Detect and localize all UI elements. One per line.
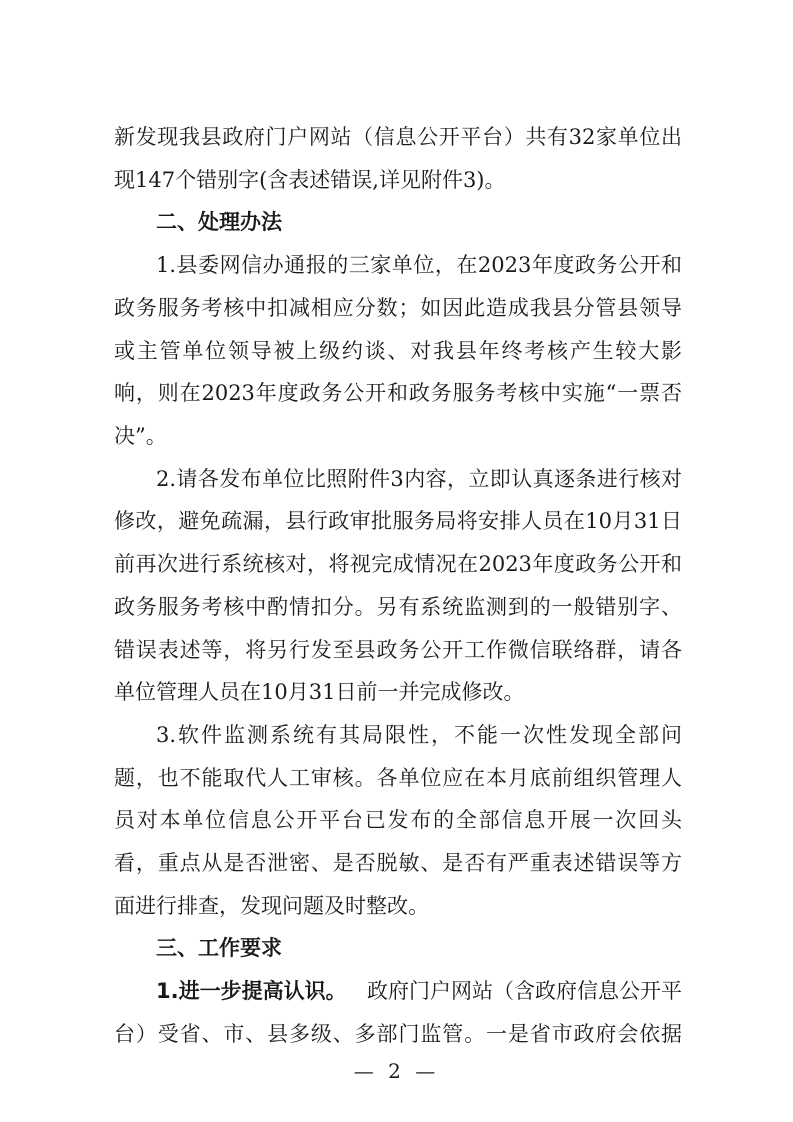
body-text-line: 看，重点从是否泄密、是否脱敏、是否有严重表述错误等方: [114, 851, 682, 875]
body-text-line: 现147个错别字(含表述错误,详见附件3)。: [114, 168, 506, 192]
section-heading-requirements: 三、工作要求: [156, 936, 282, 960]
body-text-line: [156, 977, 682, 1005]
body-text-line: 2.请各发布单位比照附件3内容，立即认真逐条进行核对: [156, 467, 682, 491]
body-text-line: 或主管单位领导被上级约谈、对我县年终考核产生较大影: [114, 339, 682, 363]
body-text-line: 面进行排查，发现问题及时整改。: [114, 894, 429, 918]
body-text-line: 员对本单位信息公开平台已发布的全部信息开展一次回头: [114, 808, 682, 832]
body-text-line: 错误表述等，将另行发至县政务公开工作微信联络群，请各: [114, 638, 682, 662]
body-text-line: 1.县委网信办通报的三家单位，在2023年度政务公开和: [156, 253, 682, 277]
body-text-fragment: 政府门户网站（含政府信息公开平: [367, 979, 682, 1003]
body-text-line: 修改，避免疏漏，县行政审批服务局将安排人员在10月31日: [114, 509, 682, 533]
bold-lead-text: 1.进一步提高认识。: [156, 979, 347, 1003]
body-text-line: 政务服务考核中扣减相应分数；如因此造成我县分管县领导: [114, 296, 682, 320]
body-text-line: 决”。: [114, 424, 167, 448]
body-text-line: 响，则在2023年度政务公开和政务服务考核中实施“一票否: [114, 381, 682, 405]
body-text-line: 3.软件监测系统有其局限性，不能一次性发现全部问: [156, 723, 682, 747]
body-text-line: 前再次进行系统核对，将视完成情况在2023年度政务公开和: [114, 552, 682, 576]
body-text-line: 台）受省、市、县多级、多部门监管。一是省市政府会依据: [114, 1022, 682, 1046]
section-heading-processing: 二、处理办法: [156, 210, 282, 234]
body-text-line: 题，也不能取代人工审核。各单位应在本月底前组织管理人: [114, 766, 682, 790]
body-text-line: 单位管理人员在10月31日前一并完成修改。: [114, 680, 525, 704]
body-text-line: 政务服务考核中酌情扣分。另有系统监测到的一般错别字、: [114, 595, 682, 619]
body-text-line: 新发现我县政府门户网站（信息公开平台）共有32家单位出: [114, 125, 682, 149]
page-number: — 2 —: [353, 1059, 440, 1083]
